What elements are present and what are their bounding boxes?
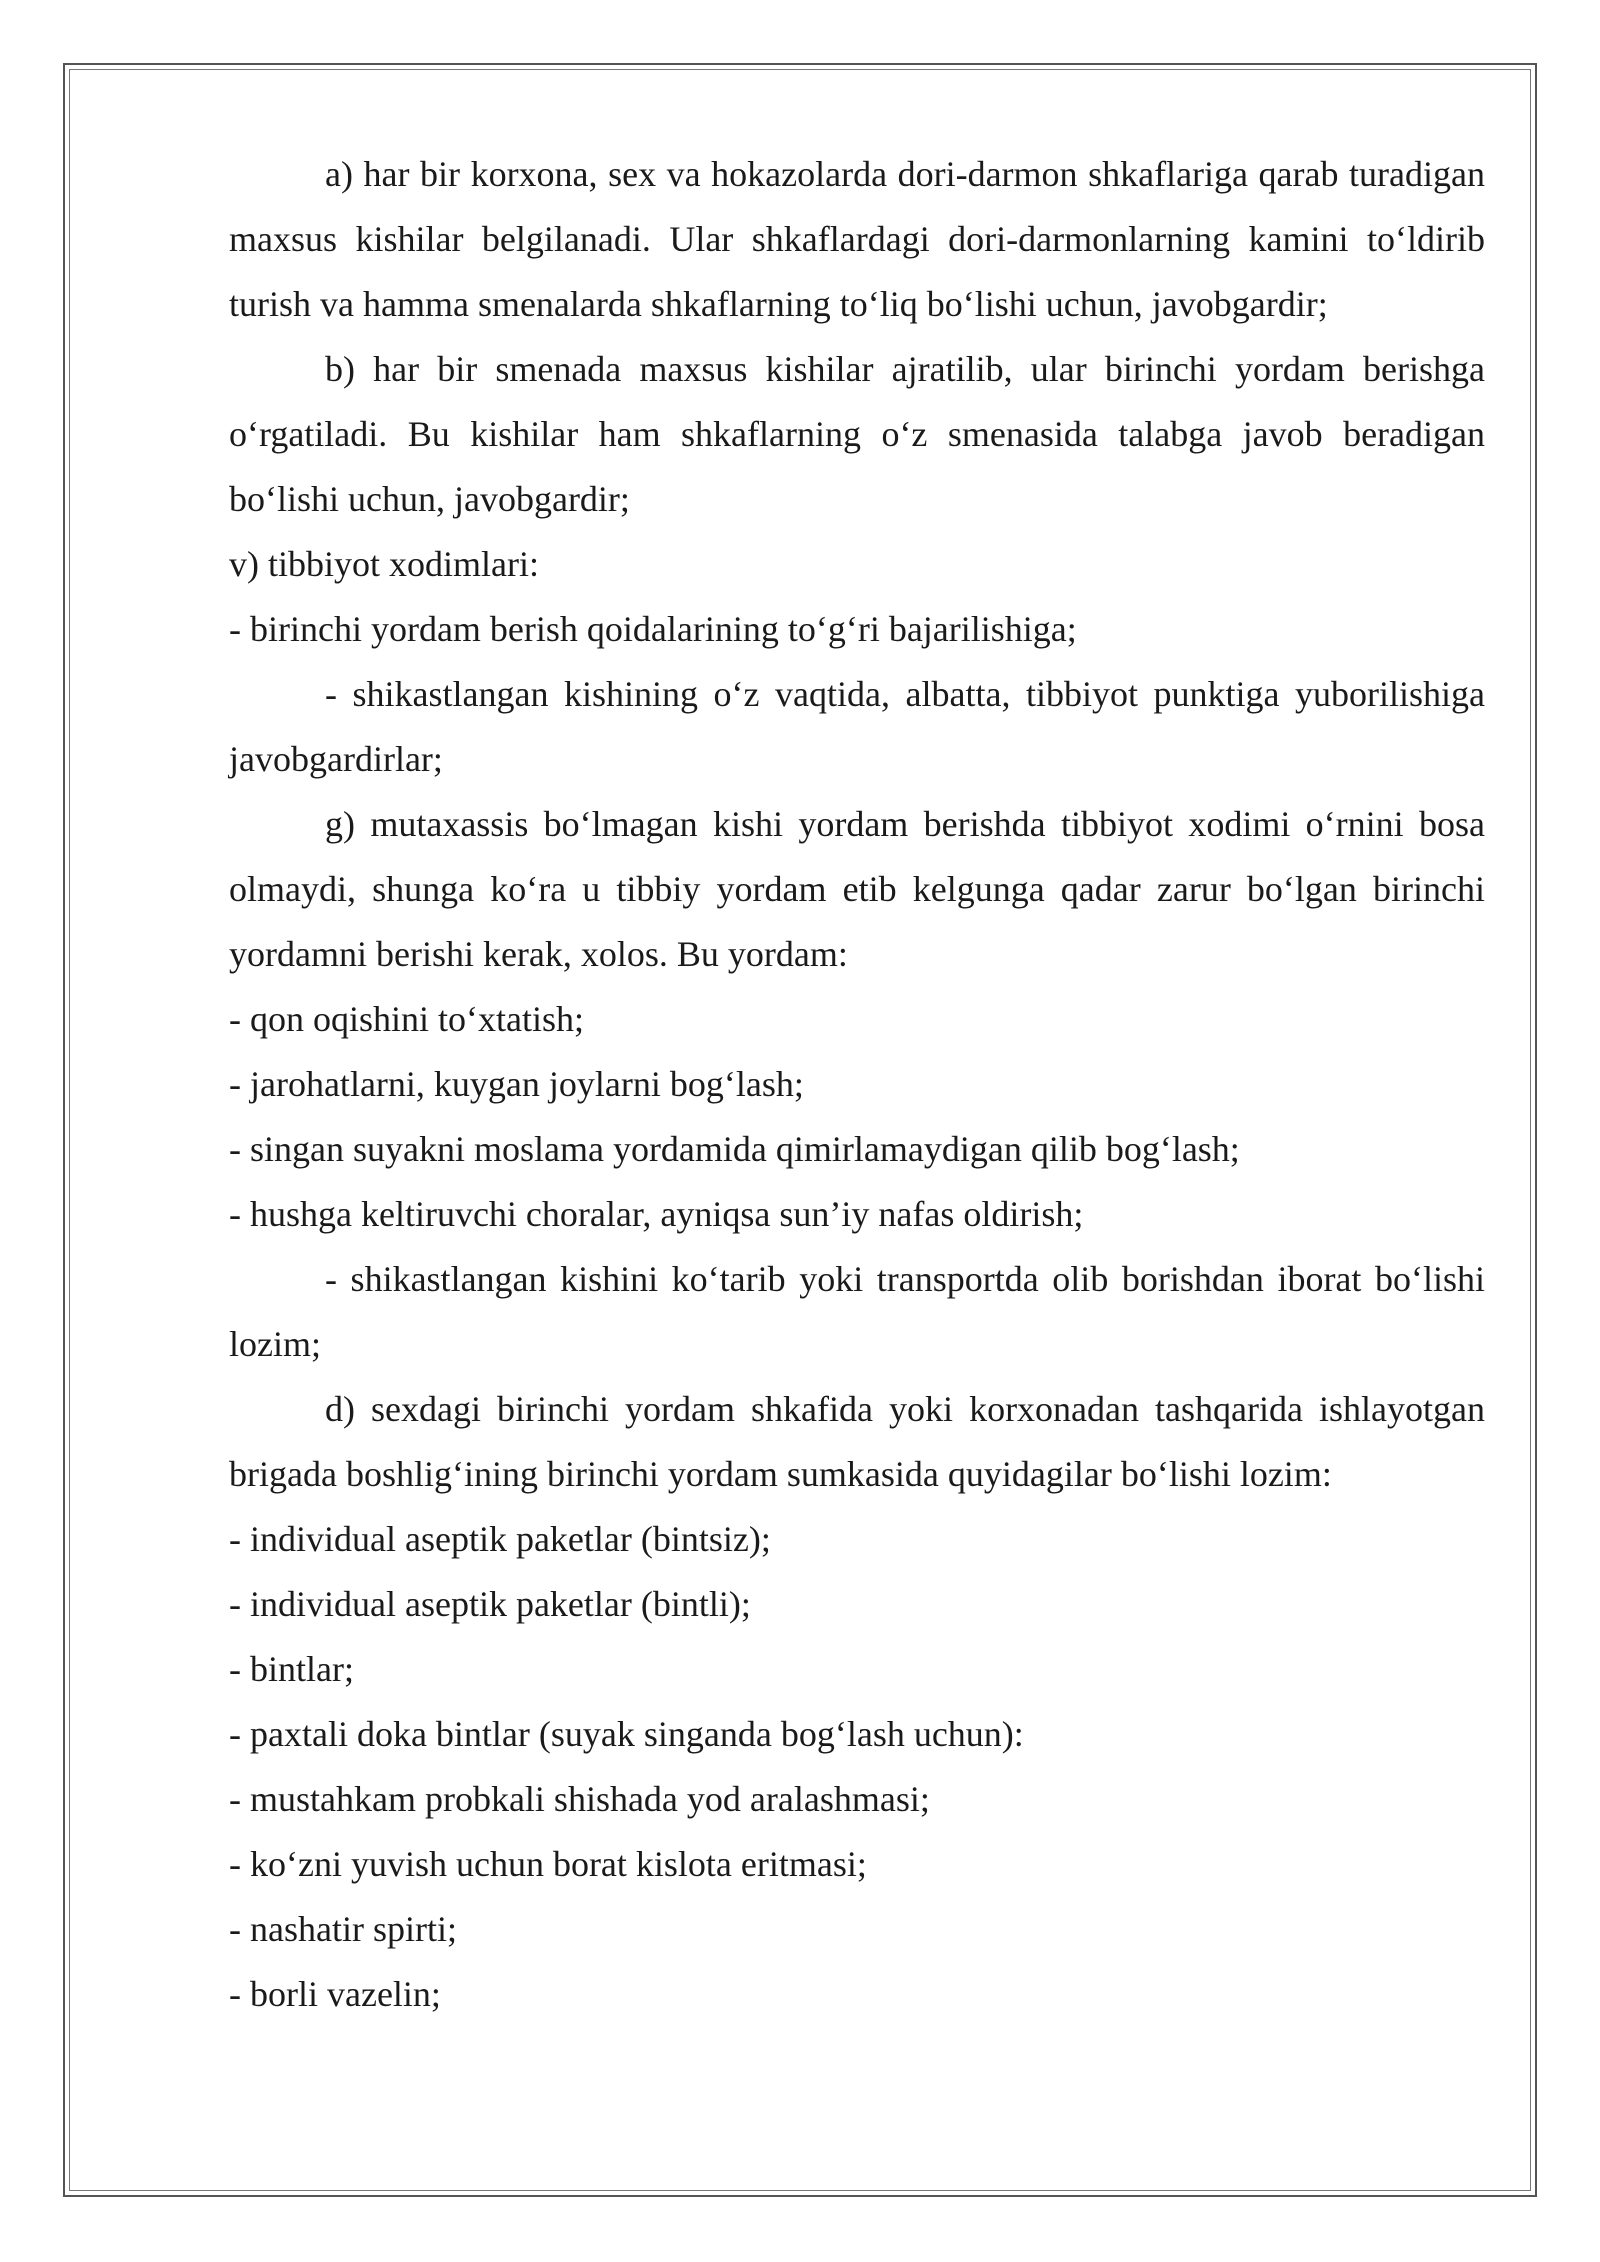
list-item: - shikastlangan kishini ko‘tarib yoki transportda olib borishdan iborat bo‘lishi lozim; [229,1259,1485,1364]
paragraph-b: b) har bir smenada maxsus kishilar ajratilib, ular birinchi yordam berishga o‘rgatiladi. Bu kishilar ham shkaflarning o‘z smenasida talabga javob beradigan bo‘lishi uchun, javobgardir; [229,349,1485,519]
list-item: - mustahkam probkali shishada yod aralashmasi; [229,1779,930,1819]
list-item: - ko‘zni yuvish uchun borat kislota eritmasi; [229,1844,867,1884]
paragraph-d: d) sexdagi birinchi yordam shkafida yoki korxonadan tashqarida ishlayotgan brigada boshlig‘ining birinchi yordam sumkasida quyidagilar bo‘lishi lozim: [229,1389,1485,1494]
list-item: - birinchi yordam berish qoidalarining to‘g‘ri bajarilishiga; [229,609,1077,649]
list-item: - nashatir spirti; [229,1909,457,1949]
paragraph-a: a) har bir korxona, sex va hokazolarda dori-darmon shkaflariga qarab turadigan maxsus kishilar belgilanadi. Ular shkaflardagi dori-darmonlarning kamini to‘ldirib turish va hamma smenalarda shkaflarning to‘liq bo‘lishi uchun, javobgardir; [229,154,1485,324]
list-item: - hushga keltiruvchi choralar, ayniqsa sun’iy nafas oldirish; [229,1194,1084,1234]
list-item: - paxtali doka bintlar (suyak singanda bog‘lash uchun): [229,1714,1024,1754]
list-item: - bintlar; [229,1649,354,1689]
list-item: - singan suyakni moslama yordamida qimirlamaydigan qilib bog‘lash; [229,1129,1240,1169]
list-item: - individual aseptik paketlar (bintsiz); [229,1519,771,1559]
list-item: - qon oqishini to‘xtatish; [229,999,584,1039]
list-item: - jarohatlarni, kuygan joylarni bog‘lash; [229,1064,804,1104]
document-body [229,142,1485,2027]
paragraph-v: v) tibbiyot xodimlari: [229,544,539,584]
list-item: - individual aseptik paketlar (bintli); [229,1584,751,1624]
list-item: - borli vazelin; [229,1974,441,2014]
paragraph-g: g) mutaxassis bo‘lmagan kishi yordam berishda tibbiyot xodimi o‘rnini bosa olmaydi, shunga ko‘ra u tibbiy yordam etib kelgunga qadar zarur bo‘lgan birinchi yordamni berishi kerak, xolos. Bu yordam: [229,804,1485,974]
list-item: - shikastlangan kishining o‘z vaqtida, albatta, tibbiyot punktiga yuborilishiga javobgardirlar; [229,674,1485,779]
